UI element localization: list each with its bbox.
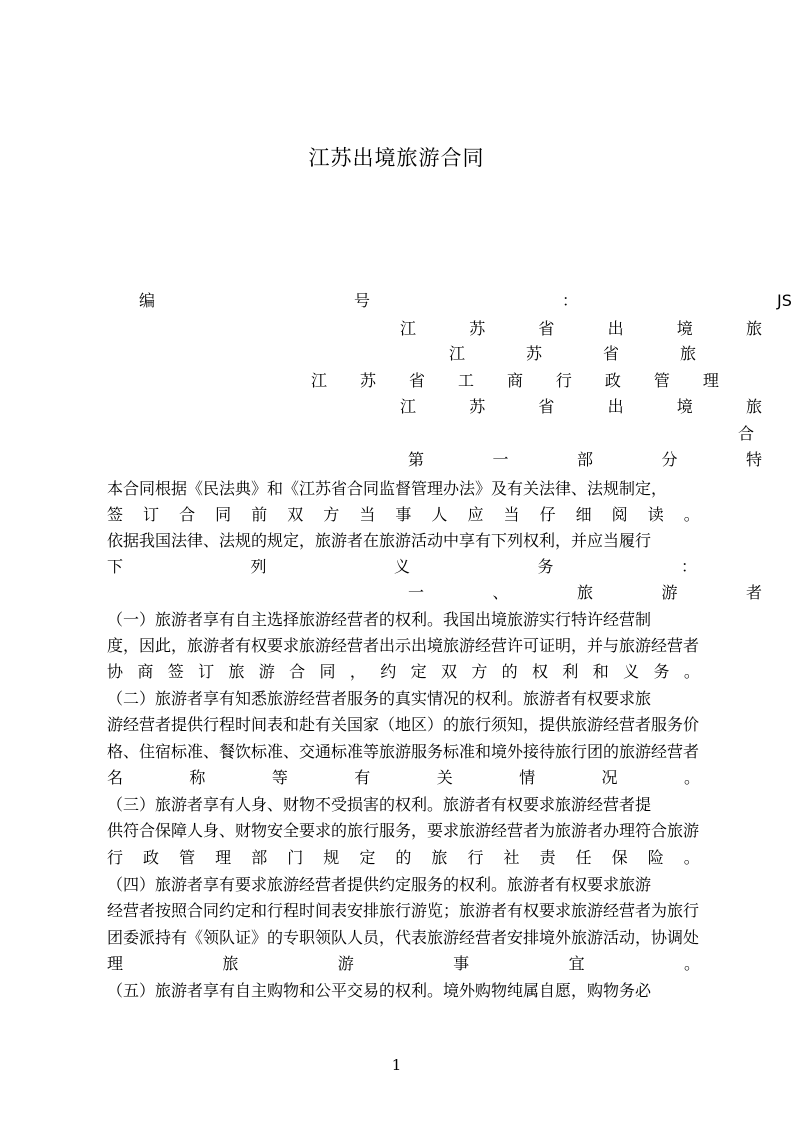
header-line-3-char: 行 <box>555 371 572 390</box>
header-line-2-char: 省 <box>602 344 619 363</box>
sign-notice-char: 仔 <box>539 505 556 524</box>
char: 定 <box>359 848 376 867</box>
part-one-heading-char: 一 <box>492 450 509 469</box>
char: 门 <box>287 848 304 867</box>
char: 保 <box>611 848 628 867</box>
duties-line-char: ： <box>680 557 697 576</box>
sign-notice-char: 双 <box>287 505 304 524</box>
header-line-4-char: 旅 <box>745 397 762 416</box>
sign-notice-char: 。 <box>683 505 700 524</box>
char: 方 <box>471 662 488 681</box>
paragraph-2-line: （二）旅游者享有知悉旅游经营者服务的真实情况的权利。旅游者有权要求旅 <box>107 689 652 708</box>
char: 事 <box>453 954 470 973</box>
char: 利 <box>562 662 579 681</box>
part-one-heading-char: 分 <box>661 450 678 469</box>
header-line-2-char: 旅 <box>679 344 696 363</box>
header-line-3-char: 苏 <box>359 371 376 390</box>
char: 签 <box>167 662 184 681</box>
char: 订 <box>198 662 215 681</box>
sign-notice-char: 方 <box>323 505 340 524</box>
header-line-3-char: 理 <box>702 371 719 390</box>
header-line-1-char: 境 <box>676 319 693 338</box>
header-line-4-char: 江 <box>400 397 417 416</box>
char: 规 <box>323 848 340 867</box>
part-one-heading-char: 特 <box>745 450 762 469</box>
sign-notice-char: 合 <box>179 505 196 524</box>
duties-line-char: 列 <box>250 557 267 576</box>
char: 游 <box>337 954 354 973</box>
char: 旅 <box>431 848 448 867</box>
char: 义 <box>623 662 640 681</box>
header-line-2 <box>449 343 696 365</box>
header-line-4-char: 境 <box>676 397 693 416</box>
section-one-heading-char: 游 <box>661 583 678 602</box>
sign-notice-char: 签 <box>107 505 124 524</box>
duties-line <box>107 554 697 580</box>
paragraph-2-line <box>107 765 700 791</box>
section-one-heading-char: 者 <box>745 583 762 602</box>
char: 名 <box>107 768 124 787</box>
char: 理 <box>215 848 232 867</box>
sign-notice-char: 细 <box>575 505 592 524</box>
char: 的 <box>395 848 412 867</box>
part-one-heading <box>408 449 762 471</box>
part-one-heading-char: 第 <box>408 450 425 469</box>
sign-notice-char: 事 <box>395 505 412 524</box>
char: 约 <box>380 662 397 681</box>
char: 任 <box>575 848 592 867</box>
char: 情 <box>519 768 536 787</box>
header-line-2-char: 江 <box>449 344 466 363</box>
header-line-4 <box>400 396 762 418</box>
contract-number-colon: ： <box>562 291 579 310</box>
char: 旅 <box>228 662 245 681</box>
page-title: 江苏出境旅游合同 <box>308 146 485 170</box>
header-line-1-char: 旅 <box>745 319 762 338</box>
header-line-1-char: 省 <box>538 319 555 338</box>
sign-notice-char: 订 <box>143 505 160 524</box>
paragraph-2-line: 格、住宿标准、餐饮标准、交通标准等旅游服务标准和境外接待旅行团的旅游经营者 <box>107 742 700 761</box>
paragraph-3-line: 供符合保障人身、财物安全要求的旅行服务，要求旅游经营者为旅游者办理符合旅游 <box>107 821 700 840</box>
header-line-4-char: 出 <box>607 397 624 416</box>
paragraph-4-line: （四）旅游者享有要求旅游经营者提供约定服务的权利。旅游者有权要求旅游 <box>107 875 652 894</box>
char: 况 <box>601 768 618 787</box>
char: 定 <box>410 662 427 681</box>
sign-notice-char: 当 <box>359 505 376 524</box>
char: 部 <box>251 848 268 867</box>
char: 管 <box>179 848 196 867</box>
char: 协 <box>107 662 124 681</box>
paragraph-3-line <box>107 845 700 871</box>
paragraph-3-line: （三）旅游者享有人身、财物不受损害的权利。旅游者有权要求旅游经营者提 <box>107 795 652 814</box>
contract-number-label-2: 号 <box>354 291 371 310</box>
paragraph-1-line: 度，因此，旅游者有权要求旅游经营者出示出境旅游经营许可证明，并与旅游经营者 <box>107 636 700 655</box>
paragraph-1-line: （一）旅游者享有自主选择旅游经营者的权利。我国出境旅游实行特许经营制 <box>107 610 652 629</box>
paragraph-2-line: 游经营者提供行程时间表和赴有关国家（地区）的旅行须知，提供旅游经营者服务价 <box>107 715 700 734</box>
header-line-4-char: 苏 <box>469 397 486 416</box>
char: 游 <box>258 662 275 681</box>
char: 的 <box>501 662 518 681</box>
char: 政 <box>143 848 160 867</box>
sign-notice-char: 应 <box>467 505 484 524</box>
section-one-heading <box>408 580 762 606</box>
char: 宜 <box>568 954 585 973</box>
duties-line-char: 下 <box>107 557 124 576</box>
paragraph-4-line: 经营者按照合同约定和行程时间表安排旅行游览；旅游者有权要求旅游经营者为旅行 <box>107 901 700 920</box>
char: 双 <box>440 662 457 681</box>
char: 等 <box>271 768 288 787</box>
char: 理 <box>107 954 124 973</box>
char: 和 <box>592 662 609 681</box>
char: 行 <box>107 848 124 867</box>
sign-notice-char: 人 <box>431 505 448 524</box>
header-line-3 <box>311 370 719 392</box>
intro-paragraph: 本合同根据《民法典》和《江苏省合同监督管理办法》及有关法律、法规制定， <box>107 479 668 498</box>
header-line-3-char: 江 <box>311 371 328 390</box>
char: 有 <box>354 768 371 787</box>
page-number: 1 <box>391 1056 402 1074</box>
char: 。 <box>683 848 700 867</box>
sign-notice-char: 前 <box>251 505 268 524</box>
char: 旅 <box>222 954 239 973</box>
header-line-1-char: 江 <box>400 319 417 338</box>
paragraph-4-line: 团委派持有《领队证》的专职领队人员，代表旅游经营者安排境外旅游活动，协调处 <box>107 928 700 947</box>
section-one-heading-char: 一 <box>408 583 425 602</box>
header-line-3-char: 管 <box>653 371 670 390</box>
char: 务 <box>653 662 670 681</box>
paragraph-4-line <box>107 951 700 977</box>
header-line-3-char: 省 <box>408 371 425 390</box>
section-one-heading-char: 、 <box>492 583 509 602</box>
header-line-4-char: 省 <box>538 397 555 416</box>
char: 。 <box>683 768 700 787</box>
char: 险 <box>647 848 664 867</box>
char: 行 <box>467 848 484 867</box>
sign-notice-char: 读 <box>647 505 664 524</box>
char: 称 <box>189 768 206 787</box>
char: 商 <box>137 662 154 681</box>
part-one-heading-char: 部 <box>576 450 593 469</box>
header-line-1-char: 苏 <box>469 319 486 338</box>
duties-line-char: 义 <box>393 557 410 576</box>
char: 权 <box>532 662 549 681</box>
sign-notice-char: 同 <box>215 505 232 524</box>
paragraph-5-line: （五）旅游者享有自主购物和公平交易的权利。境外购物纯属自愿，购物务必 <box>107 981 652 1000</box>
char: 合 <box>289 662 306 681</box>
sign-notice <box>107 502 700 528</box>
duties-line-char: 务 <box>537 557 554 576</box>
char: 。 <box>683 662 700 681</box>
header-line-1-char: 出 <box>607 319 624 338</box>
rights-intro: 依据我国法律、法规的规定，旅游者在旅游活动中享有下列权利，并应当履行 <box>107 531 652 550</box>
header-line-5: 合 <box>738 424 755 443</box>
header-line-3-char: 政 <box>604 371 621 390</box>
header-line-1 <box>400 318 762 340</box>
char: 关 <box>436 768 453 787</box>
contract-number-label-1: 编 <box>139 291 156 310</box>
contract-number-value: JS <box>777 291 792 310</box>
header-line-2-char: 苏 <box>525 344 542 363</box>
header-line-3-char: 商 <box>506 371 523 390</box>
sign-notice-char: 当 <box>503 505 520 524</box>
char: 同 <box>319 662 336 681</box>
char: ， <box>349 662 366 681</box>
paragraph-1-line <box>107 659 700 685</box>
char: 责 <box>539 848 556 867</box>
sign-notice-char: 阅 <box>611 505 628 524</box>
header-line-3-char: 工 <box>457 371 474 390</box>
char: 社 <box>503 848 520 867</box>
char: 。 <box>683 954 700 973</box>
section-one-heading-char: 旅 <box>576 583 593 602</box>
